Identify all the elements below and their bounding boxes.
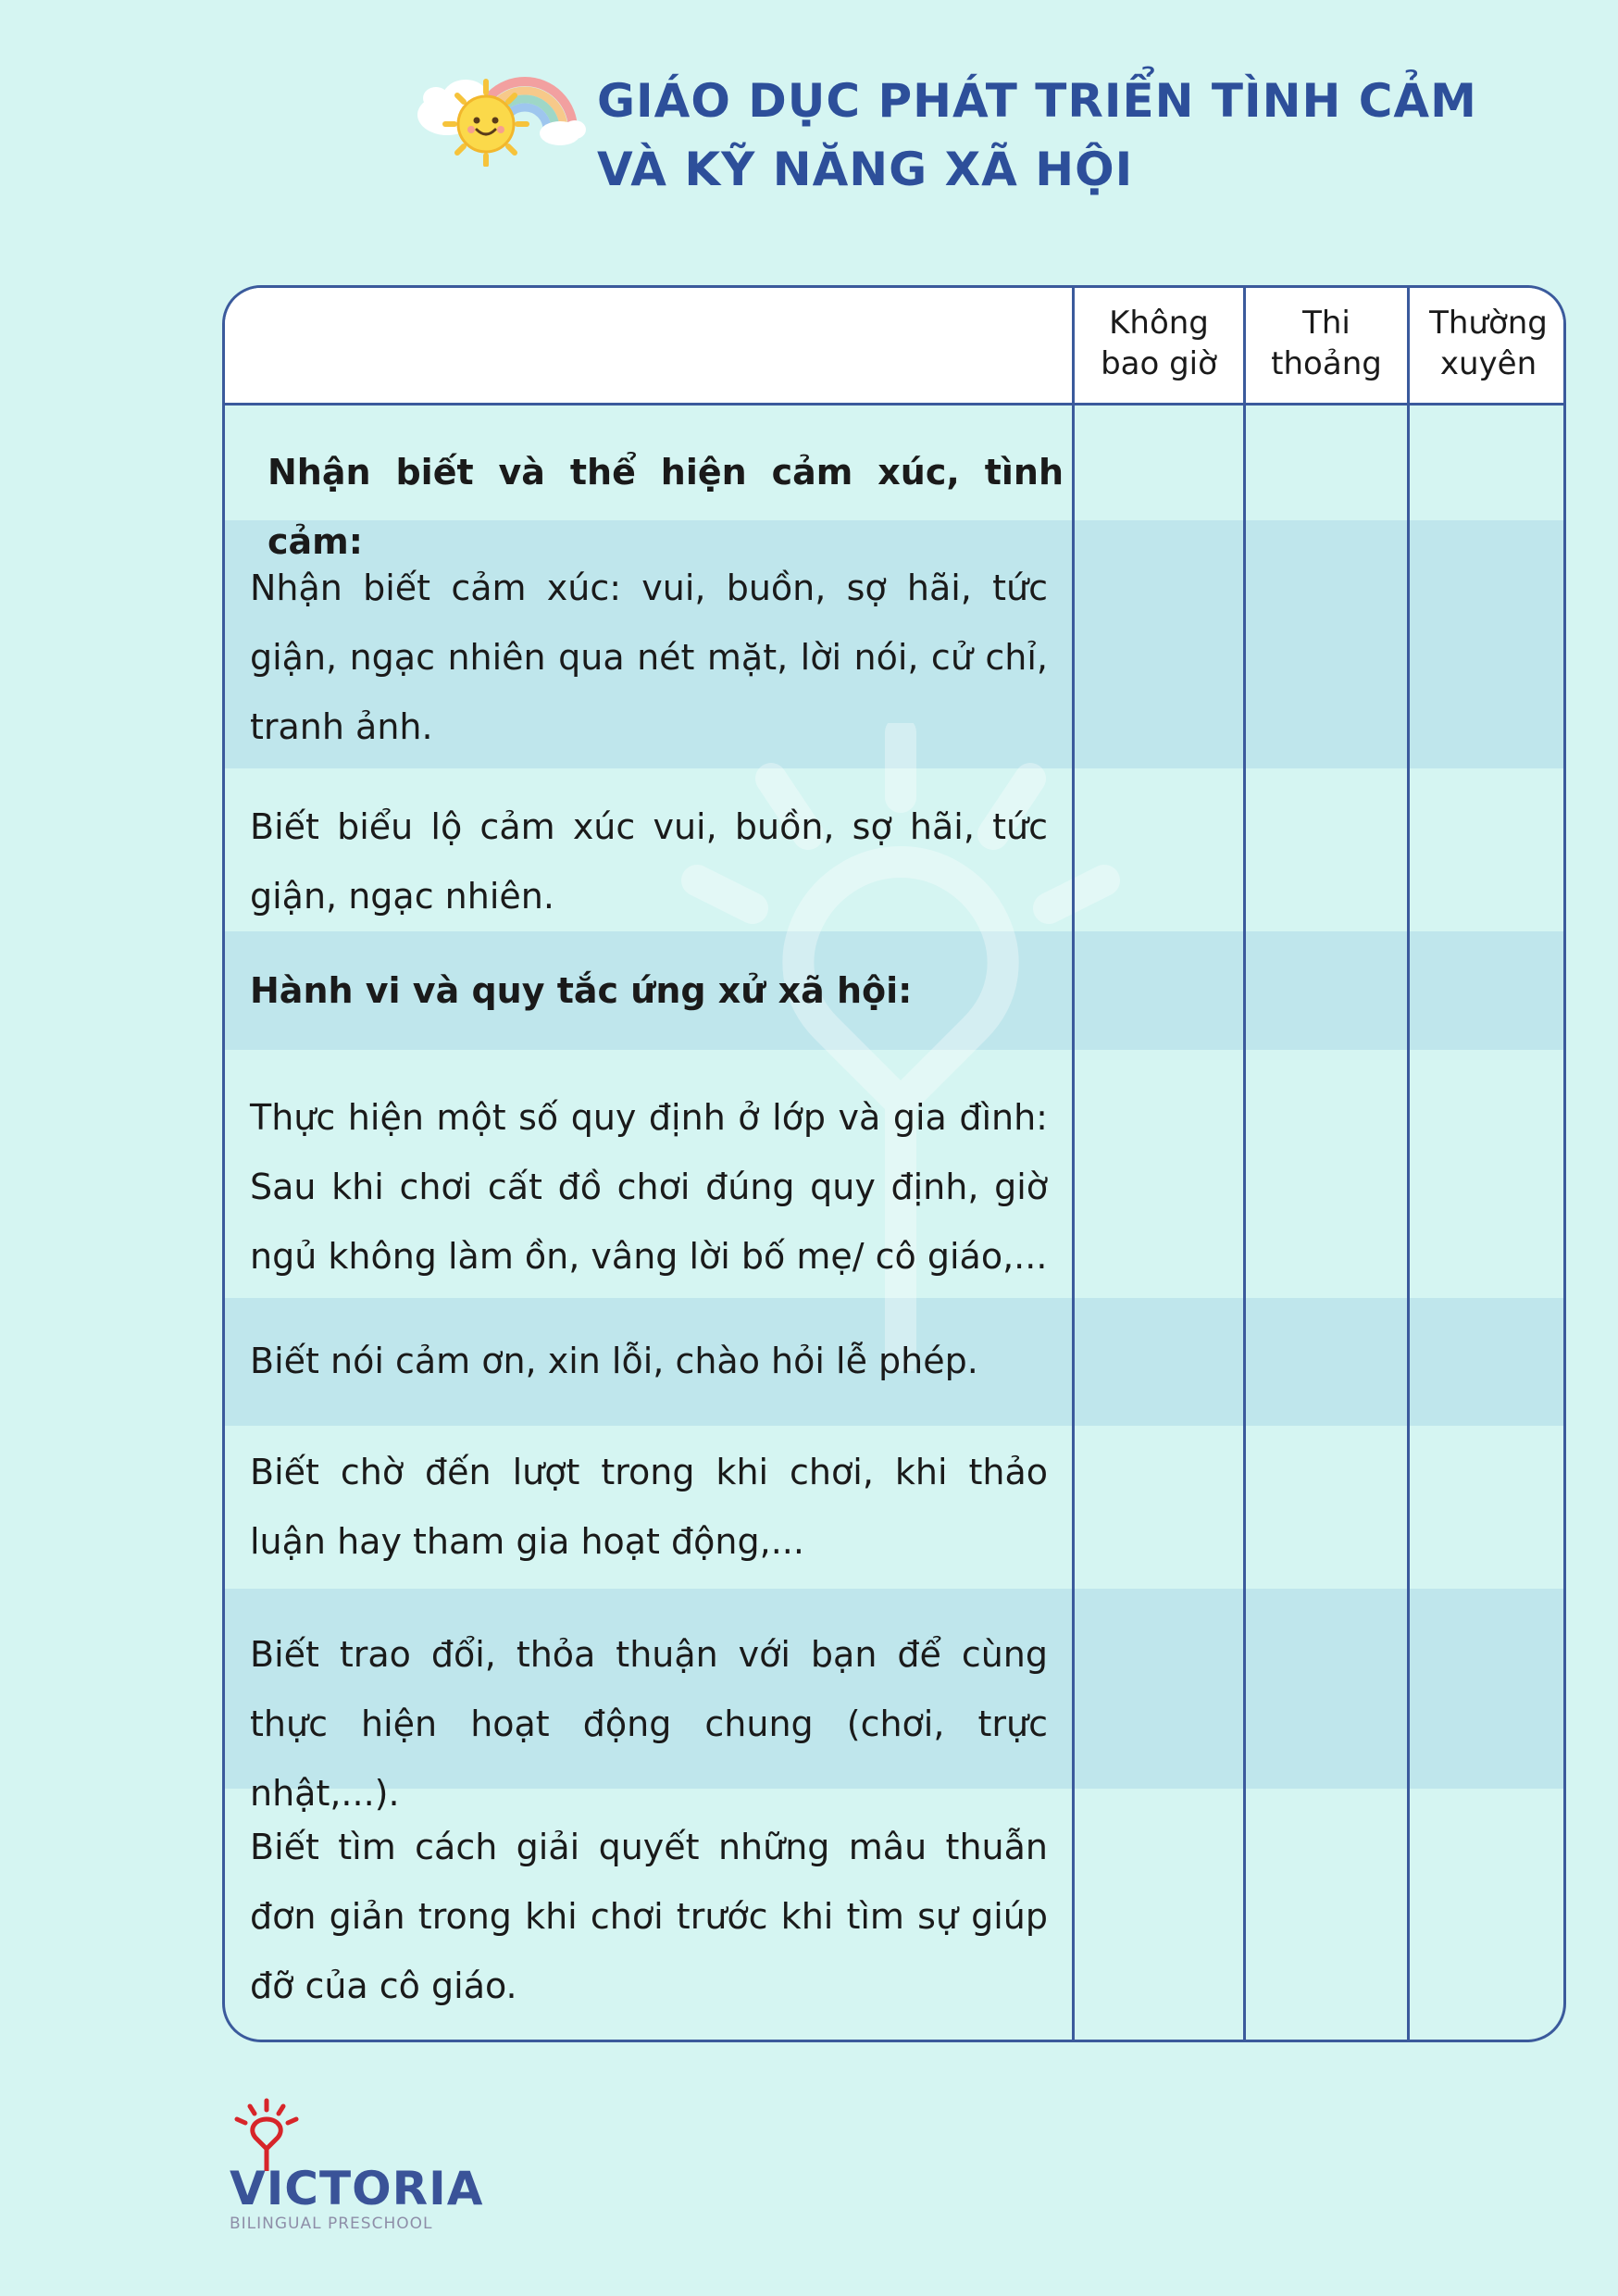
header-divider (225, 403, 1563, 406)
sun-person-icon (230, 2097, 304, 2171)
criterion-text: Biết biểu lộ cảm xúc vui, buồn, sợ hãi, tức giận, ngạc nhiên. (250, 806, 1048, 917)
criterion-text: Biết trao đổi, thỏa thuận với bạn để cùng thực hiện hoạt động chung (chơi, trực nhật,...). (250, 1634, 1048, 1814)
section-heading-behavior: Hành vi và quy tắc ứng xử xã hội: (250, 970, 913, 1011)
rating-cell-never[interactable] (1075, 520, 1243, 768)
column-header-sometimes: Thi thoảng (1271, 305, 1382, 382)
column-header-often: Thường xuyên (1429, 305, 1548, 382)
criterion-text: Nhận biết cảm xúc: vui, buồn, sợ hãi, tức giận, ngạc nhiên qua nét mặt, lời nói, cử chỉ, tranh ảnh. (250, 568, 1048, 747)
section-heading-emotions: Nhận biết và thể hiện cảm xúc, tình cảm: (268, 452, 1064, 562)
page-title (597, 67, 1477, 204)
criterion-text: Biết tìm cách giải quyết những mâu thuẫn đơn giản trong khi chơi trước khi tìm sự giúp đỡ của cô giáo. (250, 1827, 1048, 2006)
rating-cell-often[interactable] (1410, 520, 1566, 768)
title-line-2: VÀ KỸ NĂNG XÃ HỘI (597, 143, 1134, 196)
criterion-text: Thực hiện một số quy định ở lớp và gia đình: Sau khi chơi cất đồ chơi đúng quy định, giờ ngủ không làm ồn, vâng lời bố mẹ/ cô giáo,... (250, 1097, 1048, 1277)
victoria-logo (222, 2097, 484, 2233)
title-line-1: GIÁO DỤC PHÁT TRIỂN TÌNH CẢM (597, 74, 1477, 128)
criterion-text: Biết chờ đến lượt trong khi chơi, khi thảo luận hay tham gia hoạt động,... (250, 1452, 1048, 1562)
assessment-table (222, 285, 1566, 2042)
rating-cell-sometimes[interactable] (1246, 520, 1407, 768)
sun-rainbow-icon (412, 37, 588, 167)
column-header-never: Không bao giờ (1101, 305, 1217, 382)
logo-wordmark: VICTORIA (230, 2162, 484, 2215)
logo-subtitle: BILINGUAL PRESCHOOL (230, 2215, 433, 2233)
criterion-text: Biết nói cảm ơn, xin lỗi, chào hỏi lễ phép. (250, 1341, 978, 1381)
